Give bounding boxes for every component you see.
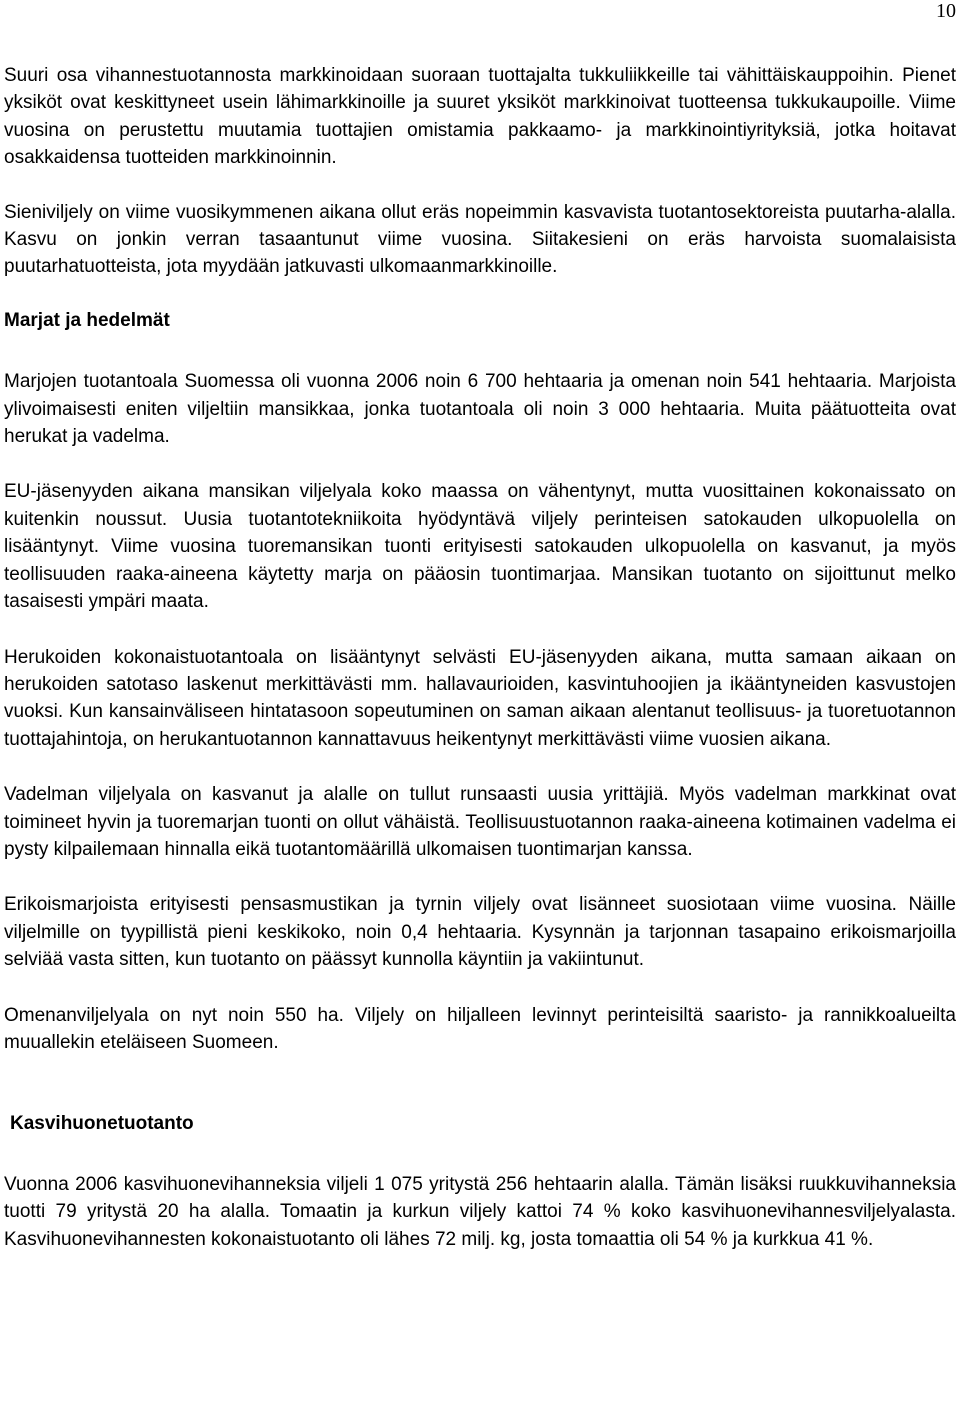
- paragraph-currants: Herukoiden kokonaistuotantoala on lisääntynyt selvästi EU-jäsenyyden aikana, mutta samaan aikaan on herukoiden satotaso laskenut merkittävästi mm. hallavaurioiden, kasvintuhoojien ja ikääntyneiden kasvustojen vuoksi. Kun kansainväliseen hintatasoon sopeutuminen on saman aikaan alentanut teollisuus- ja tuoretuotannon tuottajahintoja, on herukantuotannon kannattavuus heikentynyt merkittävästi viime vuosien aikana.: [4, 646, 956, 750]
- paragraph-mushroom-cultivation: Sieniviljely on viime vuosikymmenen aikana ollut eräs nopeimmin kasvavista tuotantosektoreista puutarha-alalla. Kasvu on jonkin verran tasaantunut viime vuosina. Siitakesieni on eräs harvoista suomalaisista puutarhatuotteista, jota myydään jatkuvasti ulkomaanmarkkinoille.: [4, 201, 956, 278]
- paragraph-vegetable-marketing: Suuri osa vihannestuotannosta markkinoidaan suoraan tuottajalta tukkuliikkeille tai vähittäiskauppoihin. Pienet yksiköt ovat keskittyneet usein lähimarkkinoille ja suuret yksiköt markkinoivat tuotteensa tukkukaupoille. Viime vuosina on perustettu muutamia tuottajien omistamia pakkaamo- ja markkinointiyrityksiä, jotka hoitavat osakkaidensa tuotteiden markkinoinnin.: [4, 65, 956, 169]
- paragraph-special-berries: Erikoismarjoista erityisesti pensasmustikan ja tyrnin viljely ovat lisänneet suosiotaan viime vuosina. Näille viljelmille on tyypillistä pieni keskikoko, noin 0,4 hehtaaria. Kysynnän ja tarjonnan tasapaino erikoismarjoilla selviää vasta sitten, kun tuotanto on päässyt kunnolla käyntiin ja vakiintunut.: [4, 894, 956, 971]
- paragraph-berry-area: Marjojen tuotantoala Suomessa oli vuonna 2006 noin 6 700 hehtaaria ja omenan noin 541 hehtaaria. Marjoista ylivoimaisesti eniten viljeltiin mansikkaa, jonka tuotantoala oli noin 3 000 hehtaaria. Muita päätuotteita ovat herukat ja vadelma.: [4, 371, 956, 448]
- section-heading-greenhouse: Kasvihuonetuotanto: [10, 1113, 194, 1135]
- document-body: [4, 62, 956, 1253]
- page-number: 10: [936, 0, 956, 22]
- paragraph-raspberry: Vadelman viljelyala on kasvanut ja alalle on tullut runsaasti uusia yrittäjiä. Myös vadelman markkinat ovat toimineet hyvin ja tuoremarjan tuonti on ollut vähäistä. Teollisuustuotannon raaka-aineena kotimainen vadelma ei pysty kilpailemaan hinnalla eikä tuotantomäärillä ulkomaisen tuontimarjan kanssa.: [4, 784, 956, 860]
- paragraph-strawberry: EU-jäsenyyden aikana mansikan viljelyala koko maassa on vähentynyt, mutta vuosittainen kokonaissato on kuitenkin noussut. Uusia tuotantotekniikoita hyödyntävä viljely perinteisen satokauden ulkopuolella on lisääntynyt. Viime vuosina tuoremansikan tuonti erityisesti satokauden ulkopuolella on kasvanut, ja myös teollisuuden raaka-aineena käytetty marja on pääosin tuontimarjaa. Mansikan tuotanto on sijoittunut melko tasaisesti ympäri maata.: [4, 481, 956, 613]
- paragraph-apple: Omenanviljelyala on nyt noin 550 ha. Viljely on hiljalleen levinnyt perinteisiltä saaristo- ja rannikkoalueilta muuallekin eteläiseen Suomeen.: [4, 1004, 956, 1053]
- section-heading-berries-fruits: Marjat ja hedelmät: [4, 309, 170, 331]
- paragraph-greenhouse-production: Vuonna 2006 kasvihuonevihanneksia viljeli 1 075 yritystä 256 hehtaarin alalla. Tämän lisäksi ruukkuvihanneksia tuotti 79 yritystä 20 ha alalla. Tomaatin ja kurkun viljely kattoi 74 % koko kasvihuonevihannesviljelyalasta. Kasvihuonevihannesten kokonaistuotanto oli lähes 72 milj. kg, josta tomaattia oli 54 % ja kurkkua 41 %.: [4, 1173, 956, 1250]
